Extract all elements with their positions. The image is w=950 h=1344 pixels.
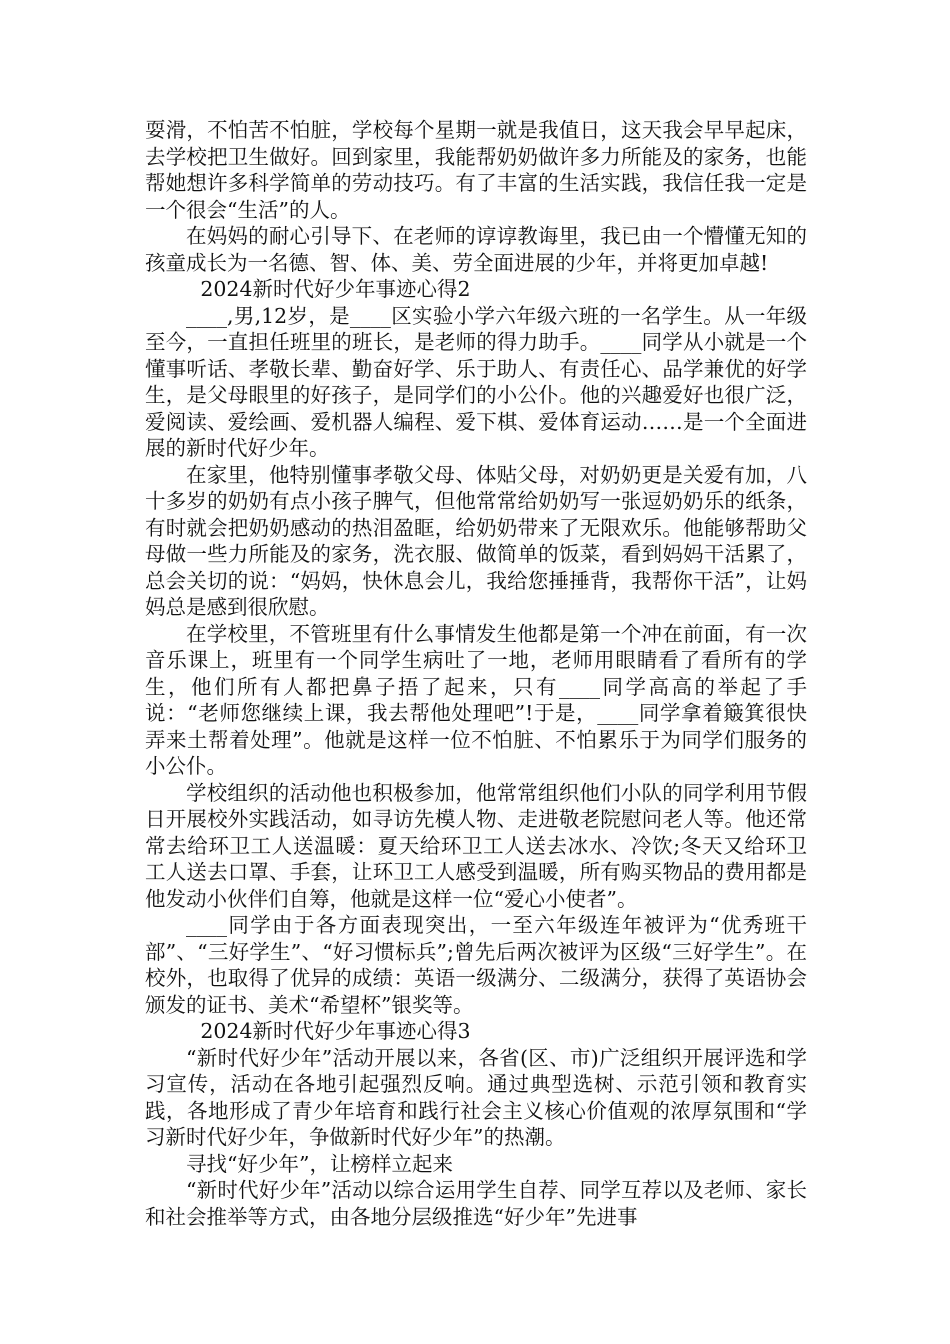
paragraph-honors: ____同学由于各方面表现突出，一至六年级连年被评为“优秀班干部”、“三好学生”、“好习惯标兵”;曾先后两次被评为区级“三好学生”。在校外，也取得了优异的成绩：英语一级满分、二级满分，获得了英语协会颁发的证书、美术“希望杯”银奖等。 [145, 913, 807, 1017]
section-heading-2: 2024新时代好少年事迹心得2 [200, 277, 471, 301]
paragraph-at-home: 在家里，他特别懂事孝敬父母、体贴父母，对奶奶更是关爱有加，八十多岁的奶奶有点小孩子脾气，但他常常给奶奶写一张逗奶奶乐的纸条，有时就会把奶奶感动的热泪盈眶，给奶奶带来了无限欢乐。他能够帮助父母做一些力所能及的家务，洗衣服、做简单的饭菜，看到妈妈干活累了，总会关切的说：“妈妈，快休息会儿，我给您捶捶背，我帮你干活”，让妈妈总是感到很欣慰。 [145, 462, 807, 619]
document-page [145, 117, 807, 1230]
paragraph-selection-method: “新时代好少年”活动以综合运用学生自荐、同学互荐以及老师、家长和社会推举等方式，由各地分层级推选“好少年”先进事 [145, 1178, 807, 1229]
paragraph-subheading: 寻找“好少年”，让榜样立起来 [186, 1151, 453, 1176]
paragraph-student-intro: ____,男,12岁，是____区实验小学六年级六班的一名学生。从一年级至今，一直担任班里的班长，是老师的得力助手。____同学从小就是一个懂事听话、孝敬长辈、勤奋好学、乐于助人、有责任心、品学兼优的好学生，是父母眼里的好孩子，是同学们的小公仆。他的兴趣爱好也很广泛，爱阅读、爱绘画、爱机器人编程、爱下棋、爱体育运动……是一个全面进展的新时代好少年。 [145, 303, 807, 460]
paragraph-campaign-intro: “新时代好少年”活动开展以来，各省(区、市)广泛组织开展评选和学习宣传，活动在各地引起强烈反响。通过典型选树、示范引领和教育实践，各地形成了青少年培育和践行社会主义核心价值观的浓厚氛围和“学习新时代好少年，争做新时代好少年”的热潮。 [145, 1045, 807, 1149]
paragraph-activities: 学校组织的活动他也积极参加，他常常组织他们小队的同学利用节假日开展校外实践活动，如寻访先模人物、走进敬老院慰问老人等。他还常常去给环卫工人送温暖：夏天给环卫工人送去冰水、冷饮;冬天又给环卫工人送去口罩、手套，让环卫工人感受到温暖，所有购买物品的费用都是他发动小伙伴们自筹，他就是这样一位“爱心小使者”。 [145, 780, 807, 911]
section-heading-3: 2024新时代好少年事迹心得3 [200, 1019, 471, 1043]
paragraph-at-school: 在学校里，不管班里有什么事情发生他都是第一个冲在前面，有一次音乐课上，班里有一个同学生病吐了一地，老师用眼睛看了看所有的学生，他们所有人都把鼻子捂了起来，只有____同学高高的举起了手说：“老师您继续上课，我去帮他处理吧”!于是，____同学拿着簸箕很快弄来土帮着处理”。他就是这样一位不怕脏、不怕累乐于为同学们服务的小公仆。 [145, 621, 807, 778]
paragraph-continued: 耍滑，不怕苦不怕脏，学校每个星期一就是我值日，这天我会早早起床，去学校把卫生做好。回到家里，我能帮奶奶做许多力所能及的家务，也能帮她想许多科学简单的劳动技巧。有了丰富的生活实践，我信任我一定是一个很会“生活”的人。 [145, 118, 807, 222]
paragraph-growth-summary: 在妈妈的耐心引导下、在老师的谆谆教诲里，我已由一个懵懂无知的孩童成长为一名德、智、体、美、劳全面进展的少年，并将更加卓越! [145, 224, 807, 275]
